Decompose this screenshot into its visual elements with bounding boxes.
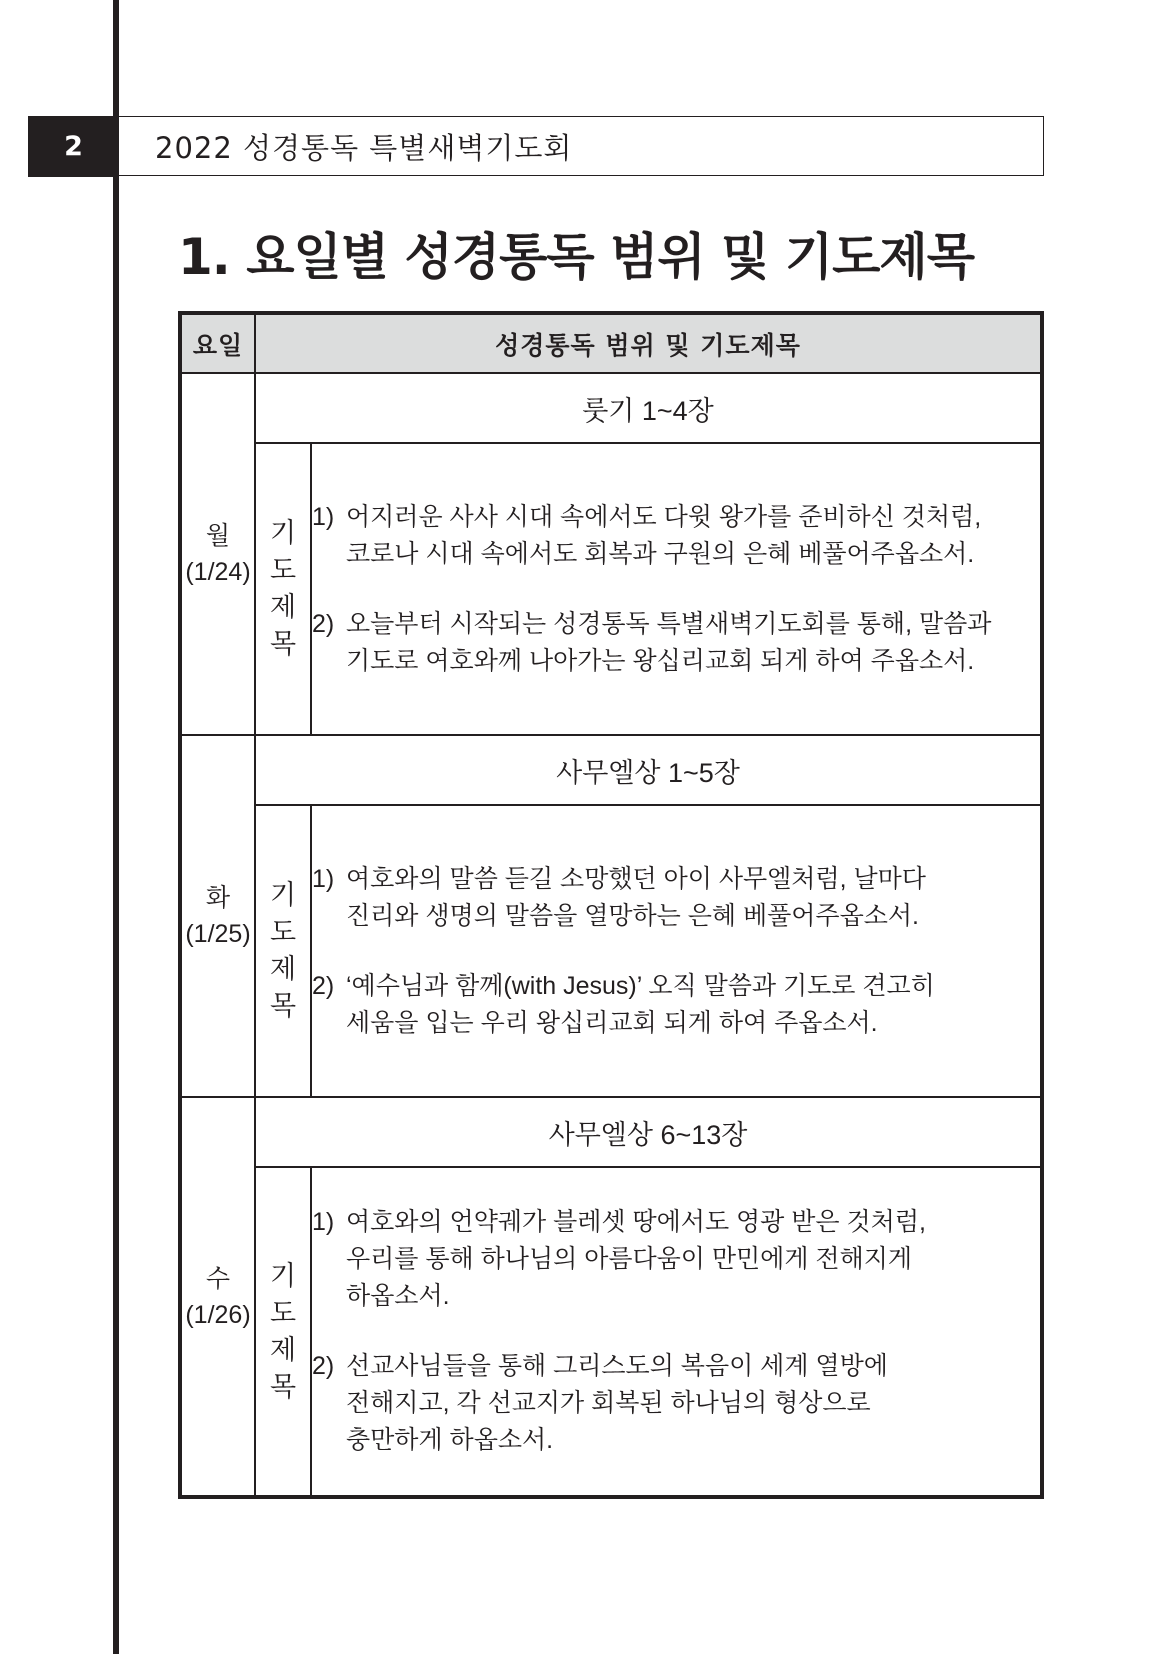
reading-range: 룻기 1~4장 [255, 373, 1042, 443]
page-number-tab [28, 116, 119, 177]
prayer-label-char: 도 [269, 555, 297, 586]
day-name: 화 [205, 884, 231, 912]
prayer-number: 2) [312, 971, 335, 1000]
day-cell [180, 735, 255, 1097]
prayer-line: 진리와 생명의 말씀을 열망하는 은혜 베풀어주옵소서. [346, 901, 919, 930]
table-row [180, 1097, 1042, 1167]
prayer-line: ‘예수님과 함께(with Jesus)’ 오직 말씀과 기도로 견고히 [346, 971, 935, 1000]
schedule-table [178, 311, 1044, 1499]
day-date: (1/24) [185, 558, 251, 586]
day-cell [180, 373, 255, 735]
prayer-line: 하옵소서. [346, 1282, 450, 1310]
prayer-text [346, 968, 1040, 1042]
prayer-line: 어지러운 사사 시대 속에서도 다윗 왕가를 준비하신 것처럼, [346, 502, 982, 531]
prayer-label-cell [255, 1167, 311, 1497]
prayer-line: 여호와의 언약궤가 블레셋 땅에서도 영광 받은 것처럼, [346, 1208, 926, 1236]
prayer-item [312, 499, 1040, 573]
prayer-item [312, 1204, 1040, 1315]
prayer-line: 세움을 입는 우리 왕십리교회 되게 하여 주옵소서. [346, 1008, 878, 1037]
prayer-line: 오늘부터 시작되는 성경통독 특별새벽기도회를 통해, 말씀과 [346, 609, 992, 638]
prayer-label-char: 제 [269, 1334, 297, 1366]
prayer-list [311, 805, 1042, 1097]
prayer-line: 우리를 통해 하나님의 아름다움이 만민에게 전해지게 [346, 1245, 913, 1273]
prayer-item [312, 606, 1040, 680]
day-date: (1/25) [185, 920, 251, 948]
prayer-label-char: 도 [269, 917, 297, 948]
prayer-label-char: 제 [269, 592, 297, 623]
table-row [180, 373, 1042, 443]
prayer-number: 1) [312, 1208, 335, 1236]
prayer-label-cell [255, 443, 311, 735]
prayer-line: 선교사님들을 통해 그리스도의 복음이 세계 열방에 [346, 1352, 888, 1380]
prayer-line: 전해지고, 각 선교지가 회복된 하나님의 형상으로 [346, 1389, 871, 1417]
binding-line [113, 0, 119, 1654]
prayer-item [312, 1348, 1040, 1459]
prayer-number: 1) [312, 502, 335, 531]
table-row [180, 1167, 1042, 1497]
prayer-line: 여호와의 말씀 듣길 소망했던 아이 사무엘처럼, 날마다 [346, 864, 926, 893]
prayer-list [311, 1167, 1042, 1497]
prayer-item [312, 968, 1040, 1042]
prayer-text [346, 606, 1040, 680]
table-row [180, 735, 1042, 805]
day-name: 월 [205, 522, 231, 550]
content-column-header: 성경통독 범위 및 기도제목 [255, 313, 1042, 373]
prayer-label-char: 기 [269, 1260, 297, 1292]
prayer-line: 기도로 여호와께 나아가는 왕십리교회 되게 하여 주옵소서. [346, 646, 975, 675]
prayer-list [311, 443, 1042, 735]
page-number: 2 [64, 131, 83, 162]
reading-range: 사무엘상 6~13장 [255, 1097, 1042, 1167]
prayer-text [346, 861, 1040, 935]
prayer-label-char: 제 [269, 954, 297, 985]
header-title: 2022 성경통독 특별새벽기도회 [155, 130, 573, 165]
prayer-label-char: 도 [269, 1297, 297, 1329]
day-name: 수 [205, 1264, 231, 1293]
running-header [119, 116, 1044, 176]
prayer-label-char: 목 [269, 1371, 297, 1403]
section-title: 1. 요일별 성경통독 범위 및 기도제목 [178, 228, 975, 286]
day-column-header: 요일 [180, 313, 255, 373]
prayer-number: 2) [312, 1352, 335, 1380]
prayer-item [312, 861, 1040, 935]
table-row [180, 805, 1042, 1097]
prayer-label-char: 기 [269, 880, 297, 911]
prayer-label-char: 기 [269, 518, 297, 549]
prayer-text [346, 499, 1040, 573]
prayer-text [346, 1204, 1040, 1315]
prayer-number: 2) [312, 609, 335, 638]
reading-range: 사무엘상 1~5장 [255, 735, 1042, 805]
prayer-line: 충만하게 하옵소서. [346, 1426, 554, 1454]
prayer-line: 코로나 시대 속에서도 회복과 구원의 은혜 베풀어주옵소서. [346, 539, 975, 568]
table-header-row [180, 313, 1042, 373]
day-cell [180, 1097, 255, 1497]
prayer-label-char: 목 [269, 991, 297, 1022]
table-row [180, 443, 1042, 735]
prayer-text [346, 1348, 1040, 1459]
prayer-label-cell [255, 805, 311, 1097]
day-date: (1/26) [185, 1300, 251, 1329]
prayer-number: 1) [312, 864, 335, 893]
prayer-label-char: 목 [269, 629, 297, 660]
